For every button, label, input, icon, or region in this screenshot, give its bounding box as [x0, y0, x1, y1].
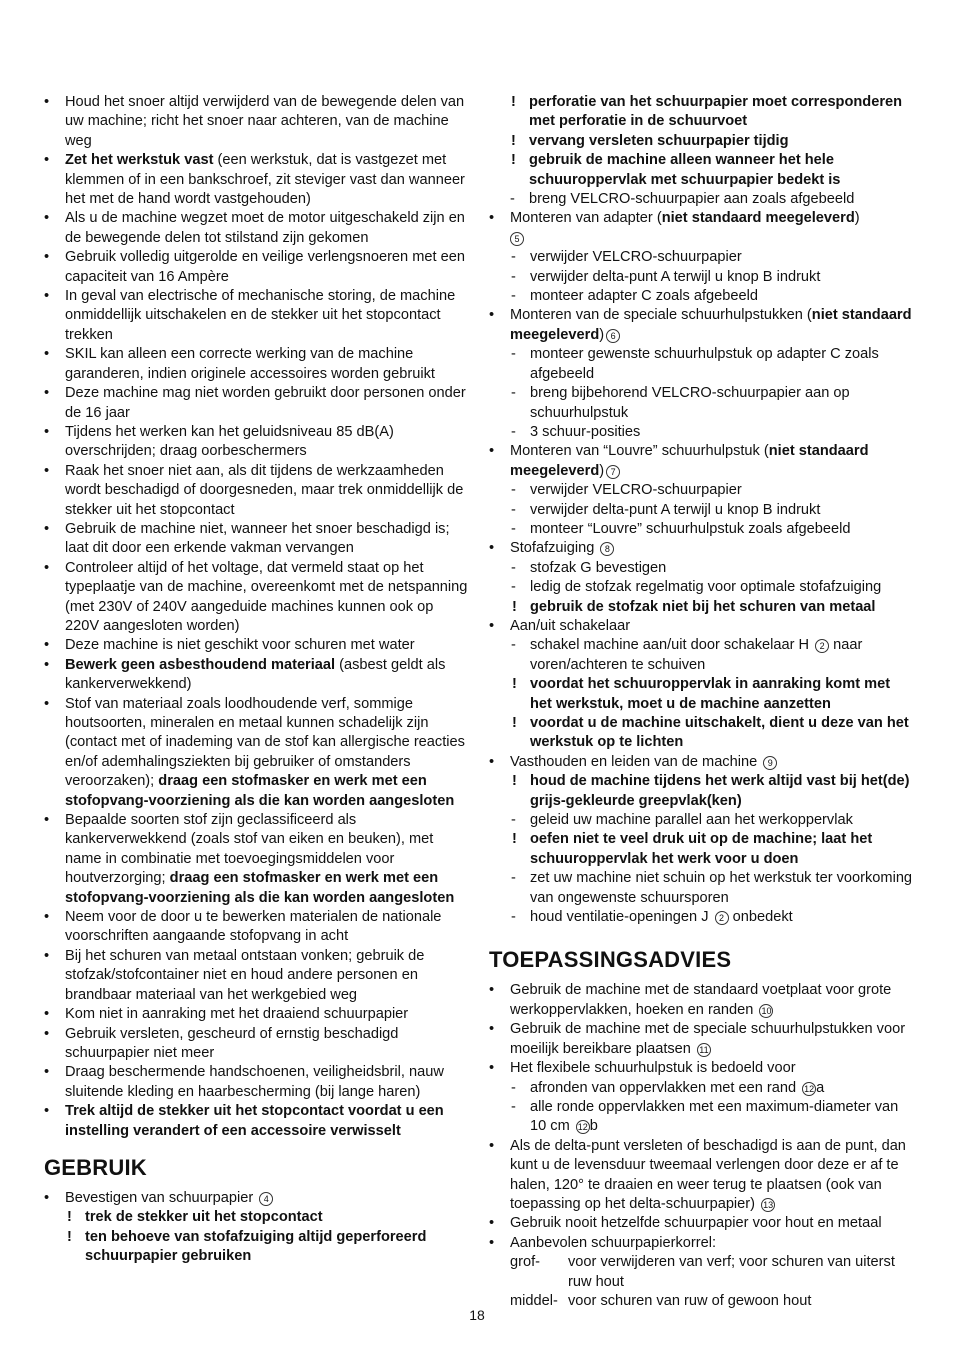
figure-ref: 11: [697, 1043, 711, 1057]
right-column: [489, 93, 913, 1311]
advies-list: [489, 981, 913, 1311]
list-item: • Gebruik de machine met de standaard voetplaat voor grote werkoppervlakken, hoeken en randen 10: [489, 981, 913, 1020]
list-item: • Raak het snoer niet aan, als dit tijdens de werkzaamheden wordt beschadigd of doorgesneden, maar trek onmiddellijk de stekker uit het stopcontact: [44, 462, 468, 520]
list-item: • Monteren van de speciale schuurhulpstukken (niet standaard meegeleverd) 6 - monteer gewenste schuurhulpstuk op adapter C zoals afgebeeld - breng bijbehorend VELCRO-schuurpapier aan op schuurhulpstuk - 3 schuur-posities: [489, 306, 913, 442]
figure-ref: 9: [763, 756, 777, 770]
list-item: • Aan/uit schakelaar - schakel machine aan/uit door schakelaar H 2 naar voren/achteren te schuiven ! voordat het schuuroppervlak in aanraking komt met het werkstuk, moet u de machine aanzetten ! voordat u de machine uitschakelt, dient u deze van het werkstuk op te lichten: [489, 617, 913, 753]
figure-ref: 12: [804, 1083, 815, 1094]
step-item: - verwijder VELCRO-schuurpapier: [510, 248, 913, 267]
list-item: • Deze machine is niet geschikt voor schuren met water: [44, 636, 468, 655]
warning-item: ! houd de machine tijdens het werk altijd vast bij het(de) grijs-gekleurde greepvlak(ken): [510, 772, 913, 811]
list-item: • Bepaalde soorten stof zijn geclassificeerd als kankerverwekkend (zoals stof van eiken en beuken), met name in combinatie met toevoegingsmiddelen voor houtverzorging; draag een stofmasker en werk met een stofopvang-voorziening als die kan worden aangesloten: [44, 811, 468, 908]
list-item: • Trek altijd de stekker uit het stopcontact voordat u een instelling verandert of een accessoire verwisselt: [44, 1102, 468, 1141]
list-item: • Gebruik de machine met de speciale schuurhulpstukken voor moeilijk bereikbare plaatsen 11: [489, 1020, 913, 1059]
list-item: • Monteren van adapter (niet standaard meegeleverd) 5 - verwijder VELCRO-schuurpapier - verwijder delta-punt A terwijl u knop B indrukt - monteer adapter C zoals afgebeeld: [489, 209, 913, 306]
warning-item: ! vervang versleten schuurpapier tijdig: [489, 132, 913, 151]
list-item: • Zet het werkstuk vast (een werkstuk, dat is vastgezet met klemmen of in een bankschroef, zit steviger vast dan wanneer het met de hand wordt vastgehouden): [44, 151, 468, 209]
step-item: - verwijder delta-punt A terwijl u knop B indrukt: [510, 501, 913, 520]
list-item: • SKIL kan alleen een correcte werking van de machine garanderen, indien originele accessoires worden gebruikt: [44, 345, 468, 384]
list-item: • Kom niet in aanraking met het draaiend schuurpapier: [44, 1005, 468, 1024]
list-item: • Neem voor de door u te bewerken materialen de nationale voorschriften aangaande stofopvang in acht: [44, 908, 468, 947]
warning-item: ! oefen niet te veel druk uit op de machine; laat het schuuroppervlak het werk voor u doen: [510, 830, 913, 869]
step-item: - verwijder delta-punt A terwijl u knop B indrukt: [510, 268, 913, 287]
list-item: • Als u de machine wegzet moet de motor uitgeschakeld zijn en de bewegende delen tot stilstand zijn gekomen: [44, 209, 468, 248]
list-item: • Het flexibele schuurhulpstuk is bedoeld voor - afronden van oppervlakken met een rand 12 a - alle ronde oppervlakken met een maximum-diameter van 10 cm 12 b: [489, 1059, 913, 1137]
figure-ref: 10: [761, 1005, 772, 1016]
safety-list: [44, 93, 468, 1141]
section-heading-toepassingsadvies: TOEPASSINGSADVIES: [489, 947, 732, 973]
warning-item: ! voordat u de machine uitschakelt, dient u deze van het werkstuk op te lichten: [510, 714, 913, 753]
warning-item: ! trek de stekker uit het stopcontact: [65, 1208, 468, 1227]
step-item: - verwijder VELCRO-schuurpapier: [510, 481, 913, 500]
figure-ref: 12: [577, 1122, 588, 1133]
list-item: • Gebruik versleten, gescheurd of ernstig beschadigd schuurpapier niet meer: [44, 1025, 468, 1064]
list-item: • Houd het snoer altijd verwijderd van de bewegende delen van uw machine; richt het snoer naar achteren, van de machine weg: [44, 93, 468, 151]
section-heading-gebruik: GEBRUIK: [44, 1154, 147, 1180]
list-item: • Bevestigen van schuurpapier 4 ! trek de stekker uit het stopcontact ! ten behoeve van stofafzuiging altijd geperforeerd schuurpapier gebruiken: [44, 1189, 468, 1267]
step-item: - alle ronde oppervlakken met een maximum-diameter van 10 cm 12 b: [510, 1098, 913, 1137]
grain-row: grof- voor verwijderen van verf; voor schuren van uiterst ruw hout: [510, 1254, 895, 1290]
list-item: • Tijdens het werken kan het geluidsniveau 85 dB(A) overschrijden; draag oorbeschermers: [44, 423, 468, 462]
list-item: • Gebruik de machine niet, wanneer het snoer beschadigd is; laat dit door een erkende vakman vervangen: [44, 520, 468, 559]
list-item: • Gebruik nooit hetzelfde schuurpapier voor hout en metaal: [489, 1214, 913, 1233]
step-item: - monteer adapter C zoals afgebeeld: [510, 287, 913, 306]
step-item: - monteer “Louvre” schuurhulpstuk zoals afgebeeld: [510, 520, 913, 539]
list-item: • Bij het schuren van metaal ontstaan vonken; gebruik de stofzak/stofcontainer niet en houd andere personen en brandbaar materiaal van het werkgebied weg: [44, 947, 468, 1005]
warning-item: ! gebruik de stofzak niet bij het schuren van metaal: [510, 598, 913, 617]
step-item: - afronden van oppervlakken met een rand 12 a: [510, 1079, 913, 1098]
step-item: - stofzak G bevestigen: [510, 559, 913, 578]
list-item: • In geval van electrische of mechanische storing, de machine onmiddellijk uitschakelen en de stekker uit het stopcontact trekken: [44, 287, 468, 345]
list-item: • Als de delta-punt versleten of beschadigd is aan de punt, dan kunt u de levensduur tweemaal verlengen door deze er af te halen, 120° te draaien en weer terug te plaatsen (ook van toepassing op het delta-schuurpapier) 13: [489, 1137, 913, 1215]
list-item: • Gebruik volledig uitgerolde en veilige verlengsnoeren met een capaciteit van 16 Ampère: [44, 248, 468, 287]
list-item: • Stofafzuiging 8 - stofzak G bevestigen - ledig de stofzak regelmatig voor optimale stofafzuiging ! gebruik de stofzak niet bij het schuren van metaal: [489, 539, 913, 617]
warning-item: ! gebruik de machine alleen wanneer het hele schuuroppervlak met schuurpapier bedekt is: [489, 151, 913, 190]
list-item: • Bewerk geen asbesthoudend materiaal (asbest geldt als kankerverwekkend): [44, 656, 468, 695]
list-item: • Deze machine mag niet worden gebruikt door personen onder de 16 jaar: [44, 384, 468, 423]
figure-ref: 6: [606, 329, 620, 343]
list-item: • Stof van materiaal zoals loodhoudende verf, sommige houtsoorten, mineralen en metaal kunnen schadelijk zijn (contact met of inademing van de stof kan allergische reacties en/of ademhalingsziekten bij gebruiker of omstanders veroorzaken); draag een stofmasker en werk met een stofopvang-voorziening als die kan worden aangesloten: [44, 695, 468, 811]
warning-item: ! voordat het schuuroppervlak in aanraking komt met het werkstuk, moet u de machine aanzetten: [510, 675, 913, 714]
step-item: - ledig de stofzak regelmatig voor optimale stofafzuiging: [510, 578, 913, 597]
figure-ref: 2: [715, 911, 729, 925]
step-item: - breng VELCRO-schuurpapier aan zoals afgebeeld: [489, 190, 913, 209]
figure-ref: 8: [600, 542, 614, 556]
grain-row: middel- voor schuren van ruw of gewoon hout: [510, 1292, 812, 1309]
left-column: [44, 93, 468, 1267]
step-item: - breng bijbehorend VELCRO-schuurpapier aan op schuurhulpstuk: [510, 384, 913, 423]
list-item: • Monteren van “Louvre” schuurhulpstuk (niet standaard meegeleverd) 7 - verwijder VELCRO-schuurpapier - verwijder delta-punt A terwijl u knop B indrukt - monteer “Louvre” schuurhulpstuk zoals afgebeeld: [489, 442, 913, 539]
usage-list: [489, 93, 913, 927]
step-item: - geleid uw machine parallel aan het werkoppervlak: [510, 811, 913, 830]
list-item: • Vasthouden en leiden van de machine 9 ! houd de machine tijdens het werk altijd vast bij het(de) grijs-gekleurde greepvlak(ken) - geleid uw machine parallel aan het werkoppervlak ! oefen niet te veel druk uit op de machine; laat het schuuroppervlak het werk voor u doen - zet uw machine niet schuin op het werkstuk ter voorkoming van ongewenste schuursporen - houd ventilatie-openingen J 2 onbedekt: [489, 753, 913, 928]
list-item: • Aanbevolen schuurpapierkorrel: grof- voor verwijderen van verf; voor schuren van uiterst ruw hout middel- voor schuren van ruw of gewoon hout: [489, 1234, 913, 1312]
list-item: • Draag beschermende handschoenen, veiligheidsbril, nauw sluitende kleding en haarbescherming (bij lange haren): [44, 1063, 468, 1102]
step-item: - monteer gewenste schuurhulpstuk op adapter C zoals afgebeeld: [510, 345, 913, 384]
step-item: - 3 schuur-posities: [510, 423, 913, 442]
figure-ref: 2: [815, 639, 829, 653]
list-item: • Controleer altijd of het voltage, dat vermeld staat op het typeplaatje van de machine, overeenkomt met de netspanning (met 230V of 240V aangeduide machines kunnen ook op 220V aangesloten worden): [44, 559, 468, 637]
page-number: 18: [469, 1307, 485, 1323]
warning-item: ! perforatie van het schuurpapier moet corresponderen met perforatie in de schuurvoet: [489, 93, 913, 132]
figure-ref: 4: [259, 1192, 273, 1206]
step-item: - houd ventilatie-openingen J 2 onbedekt: [510, 908, 913, 927]
figure-ref: 7: [606, 465, 620, 479]
figure-ref: 13: [763, 1199, 774, 1210]
warning-item: ! ten behoeve van stofafzuiging altijd geperforeerd schuurpapier gebruiken: [65, 1228, 468, 1267]
figure-ref: 5: [510, 232, 524, 246]
step-item: - schakel machine aan/uit door schakelaar H 2 naar voren/achteren te schuiven: [510, 636, 913, 675]
gebruik-list: [44, 1189, 468, 1267]
step-item: - zet uw machine niet schuin op het werkstuk ter voorkoming van ongewenste schuursporen: [510, 869, 913, 908]
